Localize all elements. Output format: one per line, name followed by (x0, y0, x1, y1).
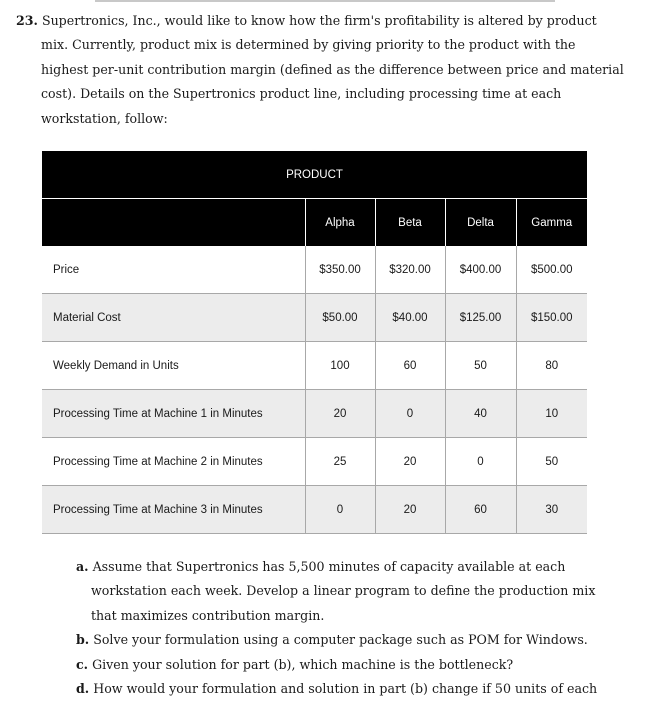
row-label-material-cost: Material Cost (42, 294, 305, 342)
table-cell: $50.00 (305, 294, 375, 342)
table-cell: 40 (445, 390, 516, 438)
table-cell: 60 (445, 486, 516, 534)
table-cell: 20 (375, 438, 445, 486)
problem-line-3: highest per-unit contribution margin (defined as the difference between price and material (41, 61, 624, 77)
table-cell: 0 (305, 486, 375, 534)
table-cell: 30 (516, 486, 587, 534)
table-row (42, 438, 587, 486)
problem-number: 23. (16, 13, 38, 28)
group-header-product: PRODUCT (42, 151, 587, 199)
table-cell: 100 (305, 342, 375, 390)
table-cell: 60 (375, 342, 445, 390)
column-header-alpha: Alpha (305, 199, 375, 247)
column-header-delta: Delta (445, 199, 516, 247)
table-row (42, 390, 587, 438)
table-row (42, 294, 587, 342)
table-cell: 80 (516, 342, 587, 390)
cut-off-previous-text (95, 0, 555, 5)
table-cell: 0 (445, 438, 516, 486)
question-a-line-2: workstation each week. Develop a linear program to define the production mix (91, 583, 596, 599)
question-d: d. How would your formulation and solution in part (b) change if 50 units of each (76, 681, 598, 697)
question-c: c. Given your solution for part (b), which machine is the bottleneck? (76, 656, 514, 672)
table-cell: $40.00 (375, 294, 445, 342)
table-cell: 20 (375, 486, 445, 534)
table-row (42, 246, 587, 294)
table-row (42, 486, 587, 534)
product-table (42, 151, 587, 534)
table-cell: 50 (445, 342, 516, 390)
table-cell: 25 (305, 438, 375, 486)
question-a-line-3: that maximizes contribution margin. (91, 607, 325, 623)
column-header-beta: Beta (375, 199, 445, 247)
table-row (42, 342, 587, 390)
table-cell: $500.00 (516, 246, 587, 294)
problem-statement (16, 9, 624, 131)
table-cell: 10 (516, 390, 587, 438)
row-label-weekly-demand: Weekly Demand in Units (42, 342, 305, 390)
row-label-machine-2: Processing Time at Machine 2 in Minutes (42, 438, 305, 486)
problem-line-1: 23. Supertronics, Inc., would like to know how the firm's profitability is altered by product (16, 13, 597, 28)
problem-line-4: cost). Details on the Supertronics product line, including processing time at each (41, 86, 562, 102)
question-a: a. Assume that Supertronics has 5,500 minutes of capacity available at each (76, 559, 566, 574)
table-column-header-row (42, 199, 587, 247)
table-cell: $400.00 (445, 246, 516, 294)
table-cell: $320.00 (375, 246, 445, 294)
table-cell: $150.00 (516, 294, 587, 342)
question-list (76, 555, 636, 701)
table-cell: 20 (305, 390, 375, 438)
table-group-header-row (42, 151, 587, 199)
table-cell: 0 (375, 390, 445, 438)
table-cell: $125.00 (445, 294, 516, 342)
problem-line-2: mix. Currently, product mix is determined by giving priority to the product with the (41, 37, 576, 53)
question-b: b. Solve your formulation using a computer package such as POM for Windows. (76, 632, 588, 648)
row-label-machine-1: Processing Time at Machine 1 in Minutes (42, 390, 305, 438)
table-cell: $350.00 (305, 246, 375, 294)
row-label-price: Price (42, 246, 305, 294)
table-cell: 50 (516, 438, 587, 486)
header-blank (42, 199, 305, 247)
problem-line-5: workstation, follow: (41, 110, 168, 126)
column-header-gamma: Gamma (516, 199, 587, 247)
row-label-machine-3: Processing Time at Machine 3 in Minutes (42, 486, 305, 534)
